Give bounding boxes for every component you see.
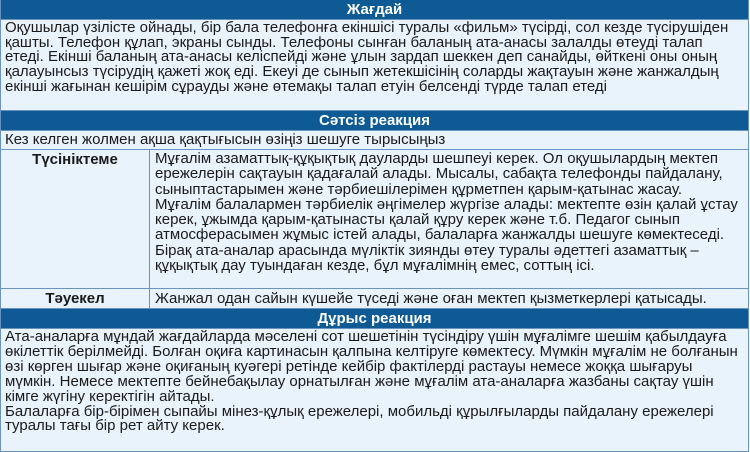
right-reaction-paragraph: Ата-аналарға мұндай жағдайларда мәселені сот шешетінін түсіндіру үшін мұғалімге шешім қабылдауға өкілеттік берілмейді. Болған оқиға картинасын қалпына келтіруге көмектесу. Мүмкін мұғалім не болғанын өзі көрген шығар және оқиғаның куәгері ретінде кейбір фактілерді растауы немесе жоққа шығаруы мүмкін. Немесе мектепте бейнебақылау орнатылған және мұғалім ата-аналарға жазбаны сақтау үшін кімге жүгіну керектігін айтады. <box>5 328 738 405</box>
situation-text <box>1 20 748 111</box>
risk-label: Тәуекел <box>1 289 150 308</box>
explanation-paragraph: Бірақ ата-аналар арасында мүліктік зиянды өтеу туралы әдеттегі азаматтық – құқықтық дау туындаған кезде, бұл мұғалімнің емес, соттың ісі. <box>155 241 699 275</box>
risk-text <box>150 289 748 308</box>
explanation-label: Түсініктеме <box>1 150 150 288</box>
right-reaction-text <box>1 329 748 451</box>
situation-paragraph: Оқушылар үзілісте ойнады, бір бала телефонға екіншісі туралы «фильм» түсірді, сол кезде түсірушіден қашты. Телефон құлап, экраны сынды. Телефоны сынған баланың ата-анасы залалды өтеуді талап етеді. Екінші баланың ата-анасы келіспейді және ұлын зардап шеккен деп санайды, өйткені оны оның қалауынсыз түсірудің қажеті жоқ еді. Екеуі де сынып жетекшісінің соларды жақтауын және жанжалдың екінші жағынан кешірім сұрауды және өтемақы талап етуін белсенді түрде талап етеді <box>5 19 729 95</box>
explanation-paragraph: Мұғалім балалармен тәрбиелік әңгімелер жүргізе алады: мектепте өзін қалай ұстау керек, ұжымда қарым-қатынасты қалай құру керек және т.б. Педагог сынып атмосферасымен жұмыс істей алады, балаларға жанжалды шешуге көмектеседі. <box>155 195 738 244</box>
wrong-reaction-summary: Кез келген жолмен ақша қақтығысын өзіңіз шешуге тырысыңыз <box>1 131 748 150</box>
wrong-reaction-header: Сәтсіз реакция <box>1 111 748 131</box>
explanation-paragraph: Мұғалім азаматтық-құқықтық дауларды шешпеуі керек. Ол оқушылардың мектеп ережелерін сақтауын қадағалай алады. Мысалы, сабақта телефонды пайдалану, сыныптастарымен және тәрбиешілерімен құрметпен қарым-қатынас жасау. <box>155 150 723 198</box>
explanation-row <box>1 150 748 289</box>
risk-row <box>1 289 748 309</box>
explanation-text <box>150 150 748 288</box>
right-reaction-paragraph: Балаларға бір-бірімен сыпайы мінез-құлық ережелері, мобильді құрылғыларды пайдалану ережелері туралы тағы бір рет айту керек. <box>5 402 714 435</box>
right-reaction-header: Дұрыс реакция <box>1 309 748 329</box>
risk-paragraph: Жанжал одан сайын күшейе түседі және оған мектеп қызметкерлері қатысады. <box>155 290 707 307</box>
situation-header: Жағдай <box>1 0 748 20</box>
